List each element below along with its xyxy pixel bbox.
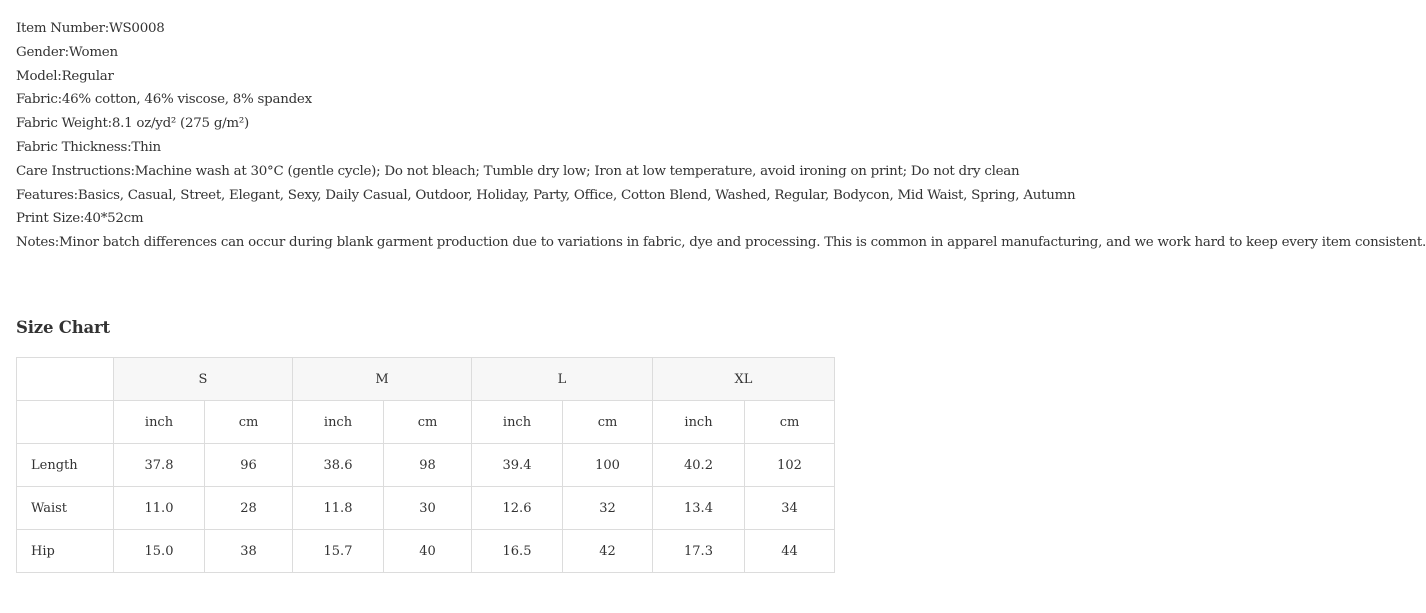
spec-print-size: Print Size:40*52cm [16,211,144,227]
product-specs [16,17,1426,255]
spec-gender: Gender:Women [16,44,118,60]
table-cell: 15.0 [114,530,205,573]
unit-header: inch [293,401,384,444]
table-cell: 96 [205,444,293,487]
spec-fabric-thickness: Fabric Thickness:Thin [16,139,161,155]
unit-header: cm [205,401,293,444]
table-cell: 38.6 [293,444,384,487]
spec-model: Model:Regular [16,68,114,84]
spec-notes: Notes:Minor batch differences can occur during blank garment production due to variations in fabric, dye and processing. This is common in apparel manufacturing, and we work hard to keep every item consistent. [16,235,1426,251]
table-cell: 40 [384,530,472,573]
unit-header: cm [384,401,472,444]
table-cell: 38 [205,530,293,573]
table-cell: 32 [563,487,653,530]
spec-fabric: Fabric:46% cotton, 46% viscose, 8% spandex [16,92,312,108]
table-cell: 44 [745,530,835,573]
table-cell: 12.6 [472,487,563,530]
spec-care-instructions: Care Instructions:Machine wash at 30°C (gentle cycle); Do not bleach; Tumble dry low; Iron at low temperature, avoid ironing on print; Do not dry clean [16,163,1020,179]
row-label-length: Length [17,444,114,487]
size-chart-title: Size Chart [16,318,110,337]
spec-fabric-weight: Fabric Weight:8.1 oz/yd² (275 g/m²) [16,116,249,132]
table-cell: 30 [384,487,472,530]
unit-header: inch [653,401,745,444]
table-cell: 28 [205,487,293,530]
row-label-hip: Hip [17,530,114,573]
table-cell: 37.8 [114,444,205,487]
unit-header: cm [563,401,653,444]
size-header-row [17,358,835,401]
size-header-xl: XL [653,358,835,401]
table-cell: 100 [563,444,653,487]
table-cell: 15.7 [293,530,384,573]
table-cell: 11.8 [293,487,384,530]
size-chart-table [16,357,835,573]
unit-header: inch [114,401,205,444]
table-cell: 98 [384,444,472,487]
unit-header: inch [472,401,563,444]
size-header-s: S [114,358,293,401]
table-cell: 40.2 [653,444,745,487]
table-row-hip [17,530,835,573]
row-label-waist: Waist [17,487,114,530]
spec-item-number: Item Number:WS0008 [16,21,165,36]
table-row-waist [17,487,835,530]
table-cell: 16.5 [472,530,563,573]
table-cell: 17.3 [653,530,745,573]
table-corner-cell [17,358,114,401]
table-cell: 39.4 [472,444,563,487]
spec-features: Features:Basics, Casual, Street, Elegant, Sexy, Daily Casual, Outdoor, Holiday, Party, Office, Cotton Blend, Washed, Regular, Bodycon, Mid Waist, Spring, Autumn [16,187,1076,203]
unit-header: cm [745,401,835,444]
table-cell: 102 [745,444,835,487]
unit-row-label-cell [17,401,114,444]
table-cell: 11.0 [114,487,205,530]
size-header-m: M [293,358,472,401]
table-cell: 42 [563,530,653,573]
table-cell: 34 [745,487,835,530]
table-row-length [17,444,835,487]
table-cell: 13.4 [653,487,745,530]
unit-header-row [17,401,835,444]
size-header-l: L [472,358,653,401]
